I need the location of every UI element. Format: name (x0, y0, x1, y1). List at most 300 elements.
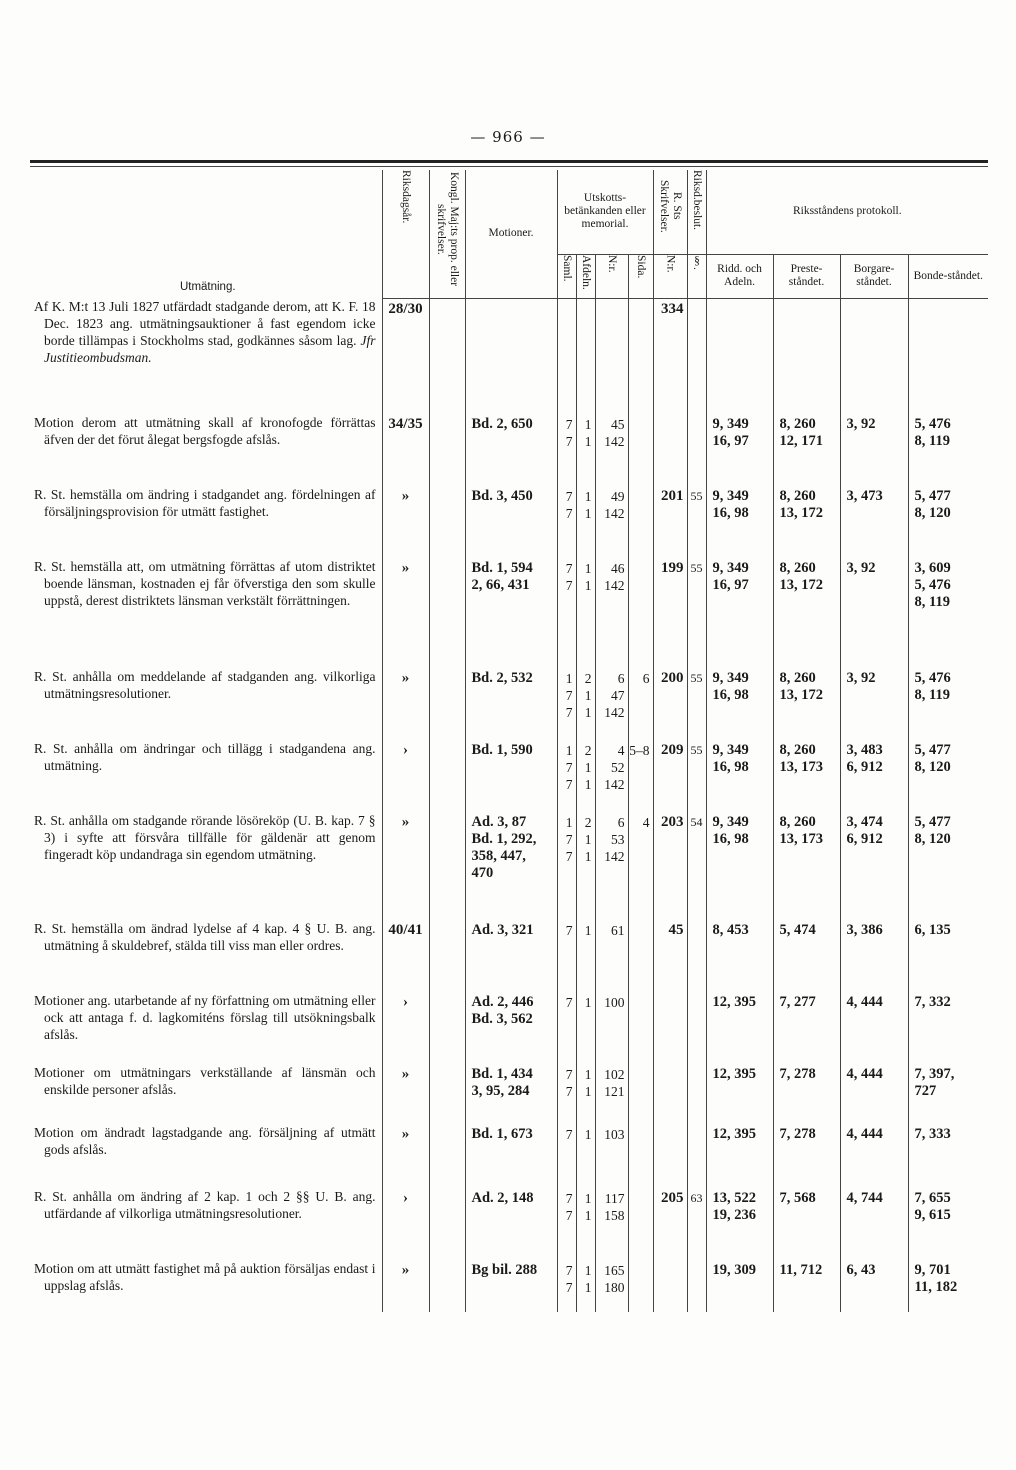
register-row (30, 920, 988, 992)
kongl-cell (429, 298, 465, 414)
entry-text (30, 812, 382, 920)
motioner-cell-value: 358, 447, (471, 848, 526, 864)
bonde-cell-value: 9, 615 (914, 1207, 951, 1223)
ridd-cell (706, 1188, 773, 1260)
sida-cell (628, 1188, 653, 1260)
kongl-cell (429, 1124, 465, 1188)
preste-cell (773, 298, 840, 414)
kongl-cell (429, 1260, 465, 1312)
ridd-cell (706, 414, 773, 486)
motioner-cell (465, 668, 557, 740)
bonde-cell-value: 8, 119 (914, 594, 950, 610)
entry-text (30, 1064, 382, 1124)
afdeln-cell-value: 2 (584, 815, 592, 830)
ridd-cell-value: 12, 395 (712, 1066, 757, 1082)
afdeln-cell-value: 1 (584, 995, 592, 1010)
skrifvelse-nr-cell (653, 298, 687, 414)
nr-cell-value: 142 (604, 705, 625, 720)
borgare-cell (840, 1260, 908, 1312)
motioner-cell-value: Ad. 3, 87 (471, 814, 527, 830)
nr-cell (595, 486, 628, 558)
header-motioner: Motioner. (465, 170, 557, 298)
saml-cell-value: 7 (565, 849, 573, 864)
afdeln-cell-value: 1 (584, 1263, 592, 1278)
header-skrifvelser: R. Sts Skrifvelser. (653, 170, 687, 254)
skrifvelse-nr-cell-value: 334 (661, 300, 684, 317)
register-row (30, 740, 988, 812)
afdeln-cell-value: 1 (584, 760, 592, 775)
saml-cell (557, 298, 576, 414)
afdeln-cell-value: 1 (584, 1067, 592, 1082)
afdeln-cell (576, 812, 595, 920)
bonde-cell-value: 8, 120 (914, 505, 951, 521)
saml-cell-value: 7 (565, 578, 573, 593)
bonde-cell-value: 8, 119 (914, 433, 950, 449)
nr-cell (595, 1188, 628, 1260)
preste-cell (773, 1124, 840, 1188)
preste-cell (773, 920, 840, 992)
paragraph-cell (687, 740, 706, 812)
bonde-cell-value: 8, 119 (914, 687, 950, 703)
nr-cell-value: 142 (604, 434, 625, 449)
saml-cell-value: 7 (565, 1127, 573, 1142)
saml-cell-value: 7 (565, 1084, 573, 1099)
ridd-cell-value: 12, 395 (712, 1126, 757, 1142)
year-cell (382, 812, 429, 920)
borgare-cell-value: 6, 43 (846, 1262, 876, 1278)
kongl-cell (429, 1188, 465, 1260)
year-cell (382, 1124, 429, 1188)
entry-text (30, 558, 382, 668)
header-utskotts: Utskotts-betänkanden eller memorial. (557, 170, 653, 254)
preste-cell-value: 8, 260 (779, 488, 816, 504)
ridd-cell-value: 9, 349 (712, 742, 749, 758)
year-cell-value: » (401, 814, 410, 830)
header-saml: Saml. (557, 254, 576, 298)
afdeln-cell (576, 1188, 595, 1260)
sida-cell (628, 558, 653, 668)
afdeln-cell (576, 992, 595, 1064)
year-cell (382, 668, 429, 740)
register-row (30, 558, 988, 668)
entry-text-body: Motion derom att utmätning skall af kronofogde förrättas äfven der det förut ålegat bergsfogde afslås. (34, 415, 376, 447)
saml-cell-value: 7 (565, 1263, 573, 1278)
nr-cell (595, 740, 628, 812)
skrifvelse-nr-cell (653, 992, 687, 1064)
nr-cell (595, 812, 628, 920)
preste-cell-value: 7, 277 (779, 994, 816, 1010)
year-cell (382, 1188, 429, 1260)
saml-cell-value: 7 (565, 1191, 573, 1206)
header-sida: Sida. (628, 254, 653, 298)
afdeln-cell-value: 1 (584, 578, 592, 593)
year-cell (382, 920, 429, 992)
saml-cell-value: 7 (565, 506, 573, 521)
bonde-cell-value: 6, 135 (914, 922, 951, 938)
nr-cell (595, 1064, 628, 1124)
register-row (30, 298, 988, 414)
register-row (30, 1188, 988, 1260)
preste-cell-value: 13, 173 (779, 759, 824, 775)
borgare-cell (840, 1188, 908, 1260)
year-cell-value: » (401, 560, 410, 576)
nr-cell (595, 298, 628, 414)
ridd-cell-value: 16, 97 (712, 577, 749, 593)
skrifvelse-nr-cell (653, 558, 687, 668)
saml-cell-value: 1 (565, 743, 573, 758)
skrifvelse-nr-cell-value: 201 (661, 488, 684, 504)
nr-cell-value: 103 (604, 1127, 625, 1142)
register-row (30, 992, 988, 1064)
ridd-cell (706, 812, 773, 920)
header-paragraph: §. (687, 254, 706, 298)
bonde-cell (908, 558, 988, 668)
saml-cell-value: 7 (565, 688, 573, 703)
entry-text-body: R. St. hemställa om ändrad lydelse af 4 kap. 4 § U. B. ang. utmätning å skuldebref, stälda till viss man eller ordres. (34, 921, 376, 953)
bonde-cell (908, 668, 988, 740)
motioner-cell (465, 920, 557, 992)
kongl-cell (429, 558, 465, 668)
saml-cell (557, 992, 576, 1064)
header-protokoll: Riksståndens protokoll. (706, 170, 988, 254)
afdeln-cell-value: 1 (584, 561, 592, 576)
year-cell-value: › (403, 742, 408, 758)
entry-text (30, 1188, 382, 1260)
entry-text-body: Motion om att utmätt fastighet må på auktion försäljas endast i uppslag afslås. (34, 1261, 376, 1293)
saml-cell-value: 7 (565, 1208, 573, 1223)
sida-cell (628, 1064, 653, 1124)
nr-cell-value: 4 (617, 743, 625, 758)
header-rule (30, 160, 988, 163)
nr-cell-value: 142 (604, 506, 625, 521)
kongl-cell (429, 486, 465, 558)
motioner-cell (465, 558, 557, 668)
paragraph-cell-value: 55 (690, 671, 703, 685)
motioner-cell (465, 812, 557, 920)
saml-cell-value: 7 (565, 760, 573, 775)
skrifvelse-nr-cell (653, 812, 687, 920)
motioner-cell-value: Bd. 1, 292, (471, 831, 537, 847)
section-title: Utmätning. (179, 281, 236, 293)
motioner-cell (465, 414, 557, 486)
entry-text-body: Motioner ang. utarbetande af ny författning om utmätning eller ock att antaga f. d. lagkomiténs förslag till utsökningsbalk afslås. (34, 993, 376, 1042)
ridd-cell (706, 1064, 773, 1124)
ridd-cell (706, 992, 773, 1064)
ridd-cell-value: 9, 349 (712, 488, 749, 504)
bonde-cell (908, 1260, 988, 1312)
saml-cell-value: 7 (565, 777, 573, 792)
preste-cell (773, 1064, 840, 1124)
motioner-cell-value: Bd. 2, 650 (471, 416, 533, 432)
preste-cell-value: 13, 173 (779, 831, 824, 847)
skrifvelse-nr-cell-value: 45 (668, 922, 684, 938)
nr-cell-value: 142 (604, 777, 625, 792)
afdeln-cell (576, 740, 595, 812)
bonde-cell (908, 812, 988, 920)
header-riksdagsar: Riksdagsår. (382, 170, 429, 298)
saml-cell (557, 414, 576, 486)
afdeln-cell (576, 298, 595, 414)
nr-cell-value: 165 (604, 1263, 625, 1278)
paragraph-cell (687, 1064, 706, 1124)
motioner-cell-value: Ad. 2, 148 (471, 1190, 534, 1206)
bonde-cell (908, 920, 988, 992)
year-cell (382, 992, 429, 1064)
saml-cell (557, 1188, 576, 1260)
bonde-cell-value: 9, 701 (914, 1262, 951, 1278)
ridd-cell (706, 486, 773, 558)
entry-text (30, 1260, 382, 1312)
nr-cell-value: 47 (611, 688, 625, 703)
entry-text-body: R. St. hemställa att, om utmätning förrättas af utom distriktet boende länsman, kostnaden ej får öfverstiga den som skulle uppstå, derest distriktets länsman verkstält förrättningen. (34, 559, 376, 608)
ridd-cell (706, 298, 773, 414)
paragraph-cell (687, 558, 706, 668)
paragraph-cell (687, 486, 706, 558)
afdeln-cell-value: 1 (584, 705, 592, 720)
kongl-cell (429, 668, 465, 740)
ridd-cell (706, 740, 773, 812)
entry-text-body: Motioner om utmätningars verkställande af länsmän och enskilde personer afslås. (34, 1065, 376, 1097)
paragraph-cell-value: 54 (690, 815, 703, 829)
sida-cell (628, 740, 653, 812)
saml-cell-value: 7 (565, 832, 573, 847)
borgare-cell-value: 3, 473 (846, 488, 883, 504)
nr-cell (595, 992, 628, 1064)
skrifvelse-nr-cell-value: 209 (661, 742, 684, 758)
afdeln-cell-value: 1 (584, 1208, 592, 1223)
bonde-cell-value: 7, 397, (914, 1066, 955, 1082)
ridd-cell-value: 16, 97 (712, 433, 749, 449)
skrifvelse-nr-cell (653, 668, 687, 740)
ridd-cell (706, 1260, 773, 1312)
preste-cell-value: 8, 260 (779, 670, 816, 686)
afdeln-cell (576, 414, 595, 486)
skrifvelse-nr-cell (653, 486, 687, 558)
ridd-cell-value: 13, 522 (712, 1190, 757, 1206)
saml-cell (557, 558, 576, 668)
entry-text (30, 486, 382, 558)
borgare-cell (840, 812, 908, 920)
saml-cell (557, 668, 576, 740)
motioner-cell-value: 2, 66, 431 (471, 577, 530, 593)
entry-text-body: Af K. M:t 13 Juli 1827 utfärdadt stadgande derom, att K. F. 18 Dec. 1823 ang. utmätningsauktioner å fast egendom icke borde tillämpas i Stockholms stad, godkännes såsom lag. (34, 299, 376, 348)
bonde-cell (908, 1064, 988, 1124)
sida-cell (628, 1124, 653, 1188)
year-cell-value: » (401, 1066, 410, 1082)
preste-cell-value: 8, 260 (779, 560, 816, 576)
header-beslut: Riksd.beslut. (687, 170, 706, 254)
preste-cell (773, 558, 840, 668)
sida-cell (628, 668, 653, 740)
ridd-cell-value: 16, 98 (712, 505, 749, 521)
year-cell-value: 40/41 (388, 922, 423, 938)
skrifvelse-nr-cell-value: 203 (661, 814, 684, 830)
ridd-cell-value: 12, 395 (712, 994, 757, 1010)
borgare-cell-value: 4, 744 (846, 1190, 883, 1206)
saml-cell-value: 7 (565, 434, 573, 449)
preste-cell (773, 1188, 840, 1260)
nr-cell-value: 46 (611, 561, 625, 576)
entry-text (30, 298, 382, 414)
nr-cell-value: 61 (611, 923, 625, 938)
header-afdeln: Afdeln. (576, 254, 595, 298)
preste-cell (773, 740, 840, 812)
nr-cell-value: 142 (604, 849, 625, 864)
entry-text (30, 1124, 382, 1188)
register-row (30, 486, 988, 558)
afdeln-cell-value: 1 (584, 417, 592, 432)
sida-cell-value: 6 (642, 671, 650, 686)
entry-text-reference: Jfr Justitieombudsman. (44, 333, 376, 365)
register-table (30, 170, 988, 1312)
skrifvelse-nr-cell-value: 199 (661, 560, 684, 576)
saml-cell-value: 1 (565, 815, 573, 830)
saml-cell-value: 7 (565, 995, 573, 1010)
motioner-cell (465, 486, 557, 558)
sida-cell-value: 4 (642, 815, 650, 830)
ridd-cell (706, 558, 773, 668)
skrifvelse-nr-cell (653, 1064, 687, 1124)
paragraph-cell-value: 55 (690, 743, 703, 757)
paragraph-cell-value: 63 (690, 1191, 703, 1205)
paragraph-cell (687, 812, 706, 920)
sida-cell (628, 812, 653, 920)
ridd-cell-value: 16, 98 (712, 687, 749, 703)
bonde-cell-value: 5, 476 (914, 416, 951, 432)
year-cell (382, 740, 429, 812)
nr-cell (595, 1260, 628, 1312)
afdeln-cell-value: 1 (584, 832, 592, 847)
saml-cell (557, 920, 576, 992)
afdeln-cell-value: 1 (584, 1191, 592, 1206)
page-number: — 966 — (470, 128, 546, 146)
sida-cell (628, 992, 653, 1064)
nr-cell-value: 49 (611, 489, 625, 504)
saml-cell (557, 1124, 576, 1188)
kongl-cell (429, 812, 465, 920)
borgare-cell (840, 298, 908, 414)
ridd-cell-value: 9, 349 (712, 560, 749, 576)
preste-cell-value: 8, 260 (779, 742, 816, 758)
year-cell-value: » (401, 488, 410, 504)
afdeln-cell (576, 486, 595, 558)
register-row (30, 1064, 988, 1124)
afdeln-cell-value: 2 (584, 743, 592, 758)
borgare-cell (840, 920, 908, 992)
afdeln-cell (576, 668, 595, 740)
motioner-cell-value: Bd. 1, 590 (471, 742, 533, 758)
motioner-cell-value: Ad. 2, 446 (471, 994, 534, 1010)
preste-cell (773, 414, 840, 486)
sida-cell (628, 486, 653, 558)
afdeln-cell (576, 1260, 595, 1312)
motioner-cell-value: Bd. 3, 562 (471, 1011, 533, 1027)
skrifvelse-nr-cell (653, 1188, 687, 1260)
ridd-cell-value: 19, 236 (712, 1207, 757, 1223)
motioner-cell-value: Bd. 1, 673 (471, 1126, 533, 1142)
ridd-cell (706, 1124, 773, 1188)
header-bonde: Bonde-ståndet. (908, 254, 988, 298)
year-cell (382, 558, 429, 668)
borgare-cell-value: 3, 483 (846, 742, 883, 758)
register-row (30, 668, 988, 740)
bonde-cell-value: 5, 477 (914, 814, 951, 830)
entry-text (30, 414, 382, 486)
afdeln-cell (576, 1064, 595, 1124)
motioner-cell (465, 1188, 557, 1260)
preste-cell (773, 992, 840, 1064)
borgare-cell-value: 3, 386 (846, 922, 883, 938)
header-preste: Preste-ståndet. (773, 254, 840, 298)
borgare-cell (840, 486, 908, 558)
saml-cell-value: 7 (565, 1067, 573, 1082)
entry-text-body: R. St. anhålla om ändringar och tillägg i stadgandena ang. utmätning. (34, 741, 376, 773)
bonde-cell-value: 7, 655 (914, 1190, 951, 1206)
paragraph-cell-value: 55 (690, 489, 703, 503)
afdeln-cell-value: 1 (584, 849, 592, 864)
skrifvelse-nr-cell (653, 740, 687, 812)
preste-cell-value: 12, 171 (779, 433, 824, 449)
preste-cell (773, 812, 840, 920)
motioner-cell-value: Bd. 1, 434 (471, 1066, 533, 1082)
header-borgare: Borgare-ståndet. (840, 254, 908, 298)
ridd-cell-value: 16, 98 (712, 831, 749, 847)
nr-cell-value: 102 (604, 1067, 625, 1082)
skrifvelse-nr-cell-value: 205 (661, 1190, 684, 1206)
entry-text (30, 668, 382, 740)
saml-cell-value: 7 (565, 923, 573, 938)
bonde-cell-value: 727 (914, 1083, 937, 1099)
nr-cell (595, 414, 628, 486)
nr-cell-value: 53 (611, 832, 625, 847)
nr-cell-value: 158 (604, 1208, 625, 1223)
preste-cell-value: 7, 278 (779, 1066, 816, 1082)
ridd-cell-value: 9, 349 (712, 670, 749, 686)
preste-cell-value: 11, 712 (779, 1262, 823, 1278)
motioner-cell (465, 740, 557, 812)
paragraph-cell-value: 55 (690, 561, 703, 575)
nr-cell-value: 117 (604, 1191, 625, 1206)
borgare-cell (840, 558, 908, 668)
skrifvelse-nr-cell (653, 1124, 687, 1188)
afdeln-cell-value: 1 (584, 489, 592, 504)
bonde-cell-value: 5, 477 (914, 488, 951, 504)
paragraph-cell (687, 1260, 706, 1312)
kongl-cell (429, 414, 465, 486)
ridd-cell (706, 920, 773, 992)
sida-cell (628, 920, 653, 992)
nr-cell-value: 142 (604, 578, 625, 593)
nr-cell (595, 668, 628, 740)
year-cell-value: 28/30 (388, 300, 423, 317)
saml-cell (557, 812, 576, 920)
borgare-cell-value: 6, 912 (846, 759, 883, 775)
motioner-cell-value: Ad. 3, 321 (471, 922, 534, 938)
preste-cell-value: 13, 172 (779, 577, 824, 593)
nr-cell-value: 6 (617, 671, 625, 686)
header-rule-thin (30, 166, 988, 167)
header-sk-nr: N:r. (653, 254, 687, 298)
saml-cell-value: 7 (565, 417, 573, 432)
paragraph-cell (687, 668, 706, 740)
year-cell-value: » (401, 1262, 410, 1278)
borgare-cell (840, 1064, 908, 1124)
nr-cell-value: 6 (617, 815, 625, 830)
preste-cell-value: 7, 568 (779, 1190, 816, 1206)
entry-text (30, 920, 382, 992)
skrifvelse-nr-cell-value: 200 (661, 670, 684, 686)
nr-cell-value: 180 (604, 1280, 625, 1295)
